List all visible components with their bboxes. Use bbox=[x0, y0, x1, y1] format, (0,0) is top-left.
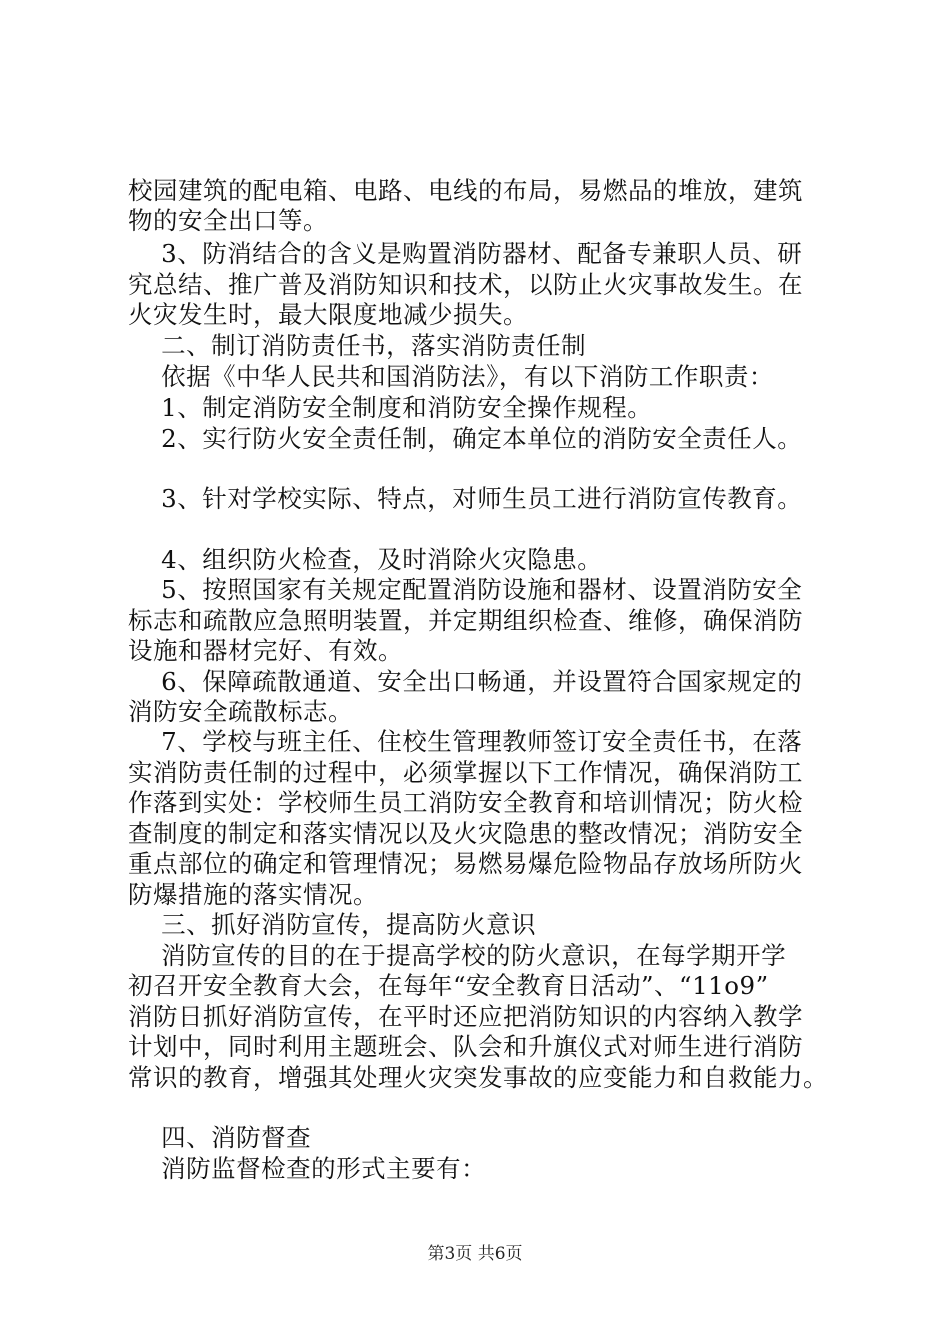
body-text-line: 1、制定消防安全制度和消防安全操作规程。 bbox=[128, 393, 653, 422]
body-text-line: 设施和器材完好、有效。 bbox=[128, 636, 403, 665]
body-text-line: 作落到实处：学校师生员工消防安全教育和培训情况；防火检 bbox=[128, 788, 803, 817]
body-text-line: 3、防消结合的含义是购置消防器材、配备专兼职人员、研 bbox=[128, 239, 803, 268]
body-text-line: 标志和疏散应急照明装置，并定期组织检查、维修，确保消防 bbox=[128, 606, 803, 635]
body-text-line: 计划中，同时利用主题班会、队会和升旗仪式对师生进行消防 bbox=[128, 1032, 803, 1061]
body-text-line: 消防安全疏散标志。 bbox=[128, 697, 353, 726]
body-text-line: 4、组织防火检查，及时消除火灾隐患。 bbox=[128, 545, 603, 574]
body-text-line: 初召开安全教育大会，在每年“安全教育日活动”、“11o9” bbox=[128, 971, 769, 1000]
body-text-line: 6、保障疏散通道、安全出口畅通，并设置符合国家规定的 bbox=[128, 667, 803, 696]
body-text-line: 消防宣传的目的在于提高学校的防火意识，在每学期开学 bbox=[128, 941, 787, 970]
section-heading: 二、制订消防责任书，落实消防责任制 bbox=[128, 331, 587, 360]
body-text-line: 实消防责任制的过程中，必须掌握以下工作情况，确保消防工 bbox=[128, 758, 803, 787]
body-text-line: 7、学校与班主任、住校生管理教师签订安全责任书，在落 bbox=[128, 727, 803, 756]
body-text-line: 常识的教育，增强其处理火灾突发事故的应变能力和自救能力。 bbox=[128, 1063, 828, 1092]
body-text-line: 校园建筑的配电箱、电路、电线的布局，易燃品的堆放，建筑 bbox=[128, 176, 803, 205]
page-number-footer: 第3页 共6页 bbox=[427, 1244, 523, 1264]
body-text-line: 消防监督检查的形式主要有： bbox=[128, 1154, 487, 1183]
body-text-line: 3、针对学校实际、特点，对师生员工进行消防宣传教育。 bbox=[128, 484, 803, 513]
body-text-line: 火灾发生时，最大限度地减少损失。 bbox=[128, 300, 528, 329]
body-text-line: 消防日抓好消防宣传，在平时还应把消防知识的内容纳入教学 bbox=[128, 1002, 803, 1031]
body-text-line: 依据《中华人民共和国消防法》，有以下消防工作职责： bbox=[128, 362, 774, 391]
section-heading: 四、消防督查 bbox=[128, 1123, 312, 1152]
body-text-line: 查制度的制定和落实情况以及火灾隐患的整改情况；消防安全 bbox=[128, 819, 803, 848]
section-heading: 三、抓好消防宣传，提高防火意识 bbox=[128, 910, 537, 939]
body-text-line: 5、按照国家有关规定配置消防设施和器材、设置消防安全 bbox=[128, 575, 803, 604]
body-text-line: 重点部位的确定和管理情况；易燃易爆危险物品存放场所防火 bbox=[128, 849, 803, 878]
body-text-line: 防爆措施的落实情况。 bbox=[128, 880, 378, 909]
body-text-line: 2、实行防火安全责任制，确定本单位的消防安全责任人。 bbox=[128, 424, 803, 453]
body-text-line: 物的安全出口等。 bbox=[128, 206, 328, 235]
body-text-line: 究总结、推广普及消防知识和技术，以防止火灾事故发生。在 bbox=[128, 270, 803, 299]
